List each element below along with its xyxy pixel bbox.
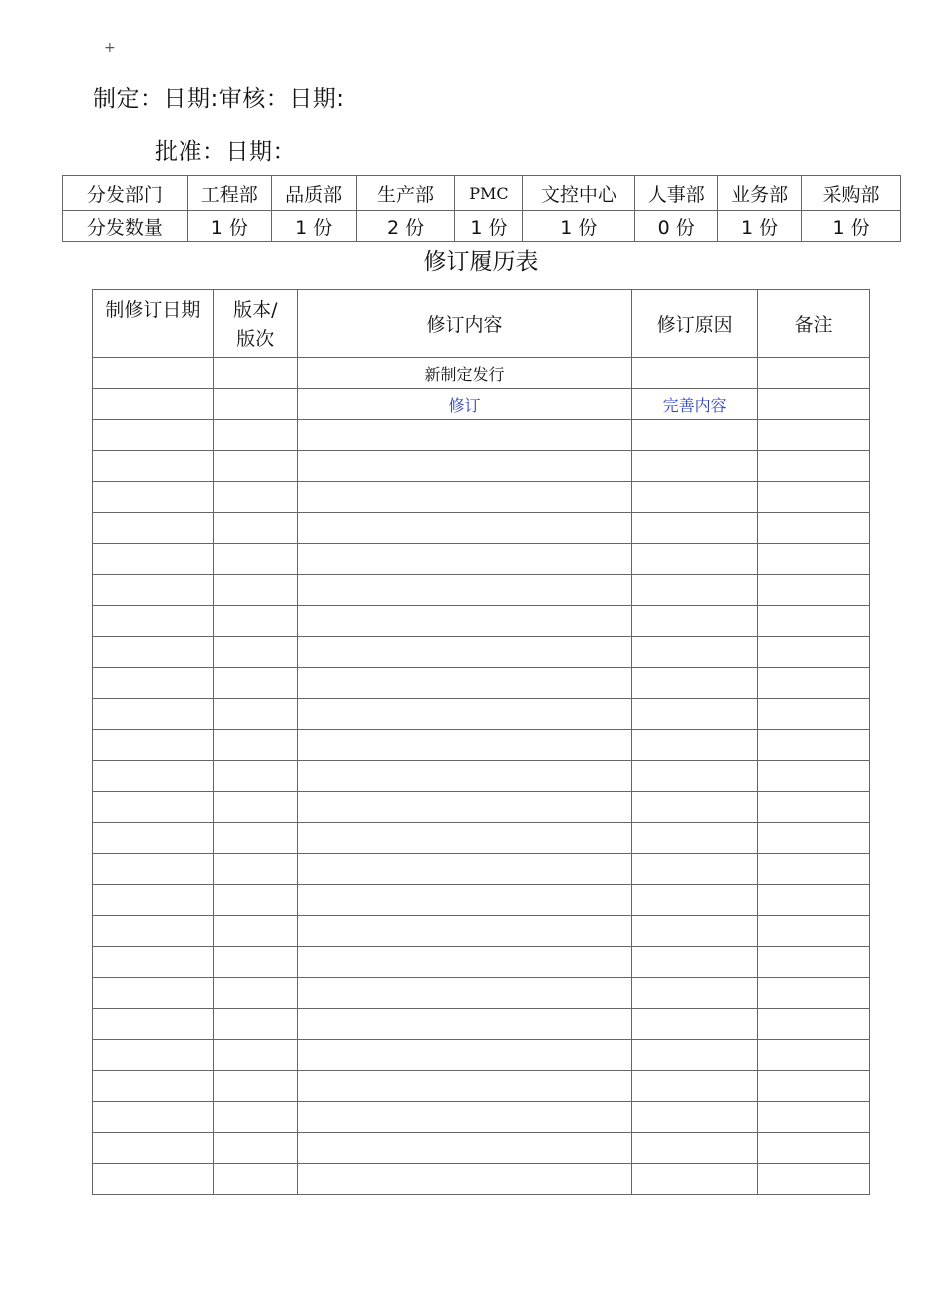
revision-history-title: 修订履历表	[423, 249, 539, 275]
approval-line-2: 批准：日期：	[155, 139, 296, 165]
cell-remarks	[758, 916, 870, 947]
cell-version	[213, 451, 297, 482]
cell-reason	[632, 1102, 758, 1133]
cell-reason	[632, 451, 758, 482]
history-row-empty	[93, 482, 870, 513]
cell-date	[93, 792, 214, 823]
cell-remarks	[758, 451, 870, 482]
cell-content	[297, 699, 632, 730]
cell-remarks	[758, 606, 870, 637]
cell-version	[213, 699, 297, 730]
cell-reason	[632, 792, 758, 823]
cell-version	[213, 885, 297, 916]
cell-reason	[632, 637, 758, 668]
cell-reason	[632, 885, 758, 916]
cell-version	[213, 420, 297, 451]
cell-date	[93, 606, 214, 637]
cell-reason	[632, 978, 758, 1009]
history-header-row	[93, 290, 870, 358]
qty-cell: 1 份	[802, 211, 901, 242]
cell-date	[93, 575, 214, 606]
dept-cell: 采购部	[802, 176, 901, 211]
cell-date	[93, 358, 214, 389]
dept-cell: 业务部	[718, 176, 802, 211]
cell-date	[93, 730, 214, 761]
history-row-empty	[93, 885, 870, 916]
cell-reason	[632, 575, 758, 606]
cell-date	[93, 1164, 214, 1195]
cell-remarks	[758, 544, 870, 575]
history-row-empty	[93, 947, 870, 978]
history-row-empty	[93, 513, 870, 544]
cell-reason	[632, 1009, 758, 1040]
cell-reason: 完善内容	[632, 389, 758, 420]
cell-remarks	[758, 978, 870, 1009]
cell-remarks	[758, 389, 870, 420]
cell-version	[213, 358, 297, 389]
cell-version	[213, 730, 297, 761]
cell-content	[297, 730, 632, 761]
cell-version	[213, 668, 297, 699]
cell-reason	[632, 668, 758, 699]
cell-date	[93, 699, 214, 730]
cell-date	[93, 513, 214, 544]
cell-reason	[632, 358, 758, 389]
cell-reason	[632, 916, 758, 947]
cell-content	[297, 575, 632, 606]
cell-date	[93, 637, 214, 668]
cell-version	[213, 1102, 297, 1133]
cell-remarks	[758, 513, 870, 544]
cell-version	[213, 482, 297, 513]
cell-reason	[632, 482, 758, 513]
cell-remarks	[758, 668, 870, 699]
col-header-remarks: 备注	[758, 290, 870, 358]
col-header-version: 版本/ 版次	[213, 290, 297, 358]
history-row-empty	[93, 637, 870, 668]
cell-remarks	[758, 358, 870, 389]
cell-date	[93, 544, 214, 575]
cell-remarks	[758, 1071, 870, 1102]
cell-content	[297, 668, 632, 699]
col-header-content: 修订内容	[297, 290, 632, 358]
cell-content	[297, 1009, 632, 1040]
cell-date	[93, 761, 214, 792]
cell-version	[213, 823, 297, 854]
cell-reason	[632, 823, 758, 854]
col-header-date: 制修订日期	[93, 290, 214, 358]
distribution-dept-row	[63, 176, 901, 211]
history-row-empty	[93, 420, 870, 451]
history-row-empty	[93, 699, 870, 730]
approval-line-1: 制定：日期:审核：日期:	[93, 86, 345, 112]
cell-remarks	[758, 575, 870, 606]
cell-version	[213, 1040, 297, 1071]
cell-date	[93, 389, 214, 420]
cell-content	[297, 544, 632, 575]
history-row-empty	[93, 606, 870, 637]
history-row	[93, 358, 870, 389]
cell-content	[297, 854, 632, 885]
cell-reason	[632, 420, 758, 451]
cell-remarks	[758, 1040, 870, 1071]
cell-version	[213, 1071, 297, 1102]
cell-remarks	[758, 823, 870, 854]
cell-remarks	[758, 420, 870, 451]
cell-version	[213, 947, 297, 978]
cell-reason	[632, 1164, 758, 1195]
qty-cell: 1 份	[523, 211, 635, 242]
cell-date	[93, 978, 214, 1009]
cell-remarks	[758, 761, 870, 792]
history-row-empty	[93, 544, 870, 575]
qty-cell: 1 份	[187, 211, 271, 242]
dept-row-label: 分发部门	[63, 176, 188, 211]
cell-date	[93, 1071, 214, 1102]
history-row-empty	[93, 1009, 870, 1040]
cell-content	[297, 1071, 632, 1102]
dept-cell: 人事部	[635, 176, 718, 211]
cell-reason	[632, 699, 758, 730]
cell-date	[93, 420, 214, 451]
cell-version	[213, 1009, 297, 1040]
dept-cell: 工程部	[187, 176, 271, 211]
cell-remarks	[758, 482, 870, 513]
cell-content	[297, 916, 632, 947]
qty-row-label: 分发数量	[63, 211, 188, 242]
cell-remarks	[758, 730, 870, 761]
cell-version	[213, 606, 297, 637]
cell-remarks	[758, 1009, 870, 1040]
cell-content	[297, 1133, 632, 1164]
history-row-empty	[93, 1133, 870, 1164]
history-row-empty	[93, 916, 870, 947]
cell-content	[297, 451, 632, 482]
history-row-empty	[93, 1040, 870, 1071]
cell-reason	[632, 947, 758, 978]
cell-remarks	[758, 1133, 870, 1164]
cell-date	[93, 1040, 214, 1071]
cell-reason	[632, 1040, 758, 1071]
qty-cell: 0 份	[635, 211, 718, 242]
cell-content	[297, 1164, 632, 1195]
cell-content	[297, 606, 632, 637]
history-row-empty	[93, 451, 870, 482]
cell-content	[297, 1040, 632, 1071]
cell-content	[297, 792, 632, 823]
cell-date	[93, 668, 214, 699]
qty-cell: 1 份	[718, 211, 802, 242]
history-row-empty	[93, 792, 870, 823]
cell-reason	[632, 1133, 758, 1164]
history-row-empty	[93, 854, 870, 885]
cell-version	[213, 1164, 297, 1195]
cell-date	[93, 823, 214, 854]
dept-cell: 文控中心	[523, 176, 635, 211]
cell-date	[93, 885, 214, 916]
cell-remarks	[758, 885, 870, 916]
cell-reason	[632, 606, 758, 637]
distribution-qty-row	[63, 211, 901, 242]
cell-remarks	[758, 699, 870, 730]
cell-reason	[632, 761, 758, 792]
cell-reason	[632, 730, 758, 761]
cell-date	[93, 482, 214, 513]
dept-cell: 生产部	[356, 176, 455, 211]
col-header-reason: 修订原因	[632, 290, 758, 358]
cell-content	[297, 420, 632, 451]
history-row-empty	[93, 823, 870, 854]
cell-remarks	[758, 637, 870, 668]
cell-version	[213, 389, 297, 420]
cell-version	[213, 1133, 297, 1164]
cell-reason	[632, 854, 758, 885]
history-row-empty	[93, 1164, 870, 1195]
cell-version	[213, 854, 297, 885]
cell-remarks	[758, 792, 870, 823]
cell-version	[213, 575, 297, 606]
cell-reason	[632, 1071, 758, 1102]
dept-cell: PMC	[455, 176, 523, 211]
cell-reason	[632, 513, 758, 544]
cell-content: 新制定发行	[297, 358, 632, 389]
cell-content	[297, 482, 632, 513]
cell-remarks	[758, 1164, 870, 1195]
cell-content	[297, 885, 632, 916]
page-marker: +	[104, 40, 116, 56]
cell-content	[297, 823, 632, 854]
cell-version	[213, 916, 297, 947]
history-row-empty	[93, 761, 870, 792]
cell-date	[93, 1009, 214, 1040]
qty-cell: 2 份	[356, 211, 455, 242]
cell-version	[213, 637, 297, 668]
history-row-empty	[93, 978, 870, 1009]
history-row-empty	[93, 1071, 870, 1102]
cell-content: 修订	[297, 389, 632, 420]
cell-version	[213, 513, 297, 544]
cell-date	[93, 947, 214, 978]
cell-version	[213, 761, 297, 792]
history-row-empty	[93, 1102, 870, 1133]
history-row	[93, 389, 870, 420]
cell-date	[93, 916, 214, 947]
cell-remarks	[758, 947, 870, 978]
distribution-table	[62, 175, 901, 242]
cell-date	[93, 451, 214, 482]
cell-content	[297, 978, 632, 1009]
cell-date	[93, 1133, 214, 1164]
cell-version	[213, 544, 297, 575]
cell-remarks	[758, 854, 870, 885]
cell-version	[213, 792, 297, 823]
cell-remarks	[758, 1102, 870, 1133]
cell-date	[93, 1102, 214, 1133]
cell-content	[297, 947, 632, 978]
cell-reason	[632, 544, 758, 575]
cell-date	[93, 854, 214, 885]
cell-content	[297, 1102, 632, 1133]
qty-cell: 1 份	[455, 211, 523, 242]
history-row-empty	[93, 730, 870, 761]
history-row-empty	[93, 668, 870, 699]
cell-content	[297, 513, 632, 544]
revision-history-table	[92, 289, 870, 1195]
history-row-empty	[93, 575, 870, 606]
cell-version	[213, 978, 297, 1009]
cell-content	[297, 637, 632, 668]
qty-cell: 1 份	[271, 211, 356, 242]
cell-content	[297, 761, 632, 792]
dept-cell: 品质部	[271, 176, 356, 211]
